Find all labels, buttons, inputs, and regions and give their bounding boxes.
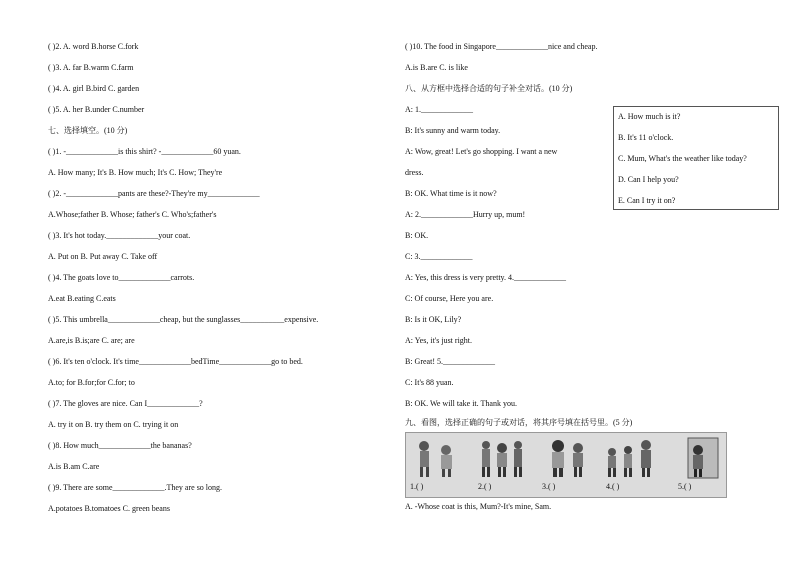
dialogue-line: B: It's sunny and warm today. — [405, 126, 501, 135]
q7-item-9-options: A.potatoes B.tomatoes C. green beans — [48, 504, 170, 513]
q7-item-6-options: A.to; for B.for;for C.for; to — [48, 378, 135, 387]
q7-item-8: ( )8. How much_____________the bananas? — [48, 441, 192, 450]
dialogue-line: A: 1._____________ — [405, 105, 473, 114]
picture-label-2: 2.( ) — [478, 482, 492, 491]
dialogue-line: A: Yes, it's just right. — [405, 336, 473, 345]
q6-item-4: ( )4. A. girl B.bird C. garden — [48, 84, 140, 93]
dialogue-line: A: 2._____________Hurry up, mum! — [405, 210, 526, 219]
picture-panel-5 — [666, 436, 722, 480]
picture-panel-2 — [474, 436, 530, 480]
dialogue-line: C: It's 88 yuan. — [405, 378, 454, 387]
q7-item-1: ( )1. -_____________is this shirt? -_____________60 yuan. — [48, 147, 241, 156]
q7-item-10: ( )10. The food in Singapore_____________nice and cheap. — [405, 42, 598, 51]
picture-panel-1 — [410, 436, 466, 480]
figures-illustration — [410, 436, 466, 480]
q7-item-2: ( )2. -_____________pants are these?-They're my_____________ — [48, 189, 260, 198]
q7-item-5-options: A.are,is B.is;are C. are; are — [48, 336, 135, 345]
section-9-heading: 九、看图，选择正确的句子或对话，将其序号填在括号里。(5 分) — [405, 418, 633, 427]
q6-item-5: ( )5. A. her B.under C.number — [48, 105, 145, 114]
dialogue-line: B: Is it OK, Lily? — [405, 315, 462, 324]
option-box — [613, 106, 779, 210]
option-e: E. Can I try it on? — [618, 196, 676, 205]
q6-item-2: ( )2. A. word B.horse C.fork — [48, 42, 139, 51]
q7-item-3-options: A. Put on B. Put away C. Take off — [48, 252, 158, 261]
dialogue-line: C: Of course, Here you are. — [405, 294, 494, 303]
picture-label-3: 3.( ) — [542, 482, 556, 491]
option-a: A. How much is it? — [618, 112, 681, 121]
q6-item-3: ( )3. A. far B.warm C.farm — [48, 63, 134, 72]
picture-panel-3 — [538, 436, 594, 480]
figures-illustration — [538, 436, 594, 480]
picture-panel-4 — [602, 436, 658, 480]
dialogue-line: A: Wow, great! Let's go shopping. I want a new — [405, 147, 558, 156]
dialogue-line: B: OK. We will take it. Thank you. — [405, 399, 517, 408]
q9-option-a: A. -Whose coat is this, Mum?-It's mine, Sam. — [405, 502, 552, 511]
q7-item-7-options: A. try it on B. try them on C. trying it on — [48, 420, 179, 429]
picture-label-4: 4.( ) — [606, 482, 620, 491]
figures-illustration — [666, 436, 722, 480]
option-c: C. Mum, What's the weather like today? — [618, 154, 747, 163]
q7-item-4: ( )4. The goats love to_____________carrots. — [48, 273, 195, 282]
q7-item-8-options: A.is B.am C.are — [48, 462, 100, 471]
q7-item-9: ( )9. There are some_____________.They are so long. — [48, 483, 223, 492]
section-8-heading: 八、从方框中选择合适的句子补全对话。(10 分) — [405, 84, 573, 93]
dialogue-line: B: OK. What time is it now? — [405, 189, 497, 198]
q7-item-1-options: A. How many; It's B. How much; It's C. How; They're — [48, 168, 223, 177]
dialogue-line: B: Great! 5._____________ — [405, 357, 495, 366]
q7-item-10-options: A.is B.are C. is like — [405, 63, 468, 72]
dialogue-line: A: Yes, this dress is very pretty. 4._____________ — [405, 273, 567, 282]
q7-item-6: ( )6. It's ten o'clock. It's time_____________bedTime_____________go to bed. — [48, 357, 303, 366]
section-7-heading: 七、选择填空。(10 分) — [48, 126, 128, 135]
dialogue-line: dress. — [405, 168, 424, 177]
figures-illustration — [602, 436, 658, 480]
picture-strip — [405, 432, 727, 498]
q7-item-3: ( )3. It's hot today._____________your coat. — [48, 231, 191, 240]
option-d: D. Can I help you? — [618, 175, 679, 184]
picture-label-1: 1.( ) — [410, 482, 424, 491]
q7-item-5: ( )5. This umbrella_____________cheap, but the sunglasses___________expensive. — [48, 315, 319, 324]
q7-item-7: ( )7. The gloves are nice. Can I_____________? — [48, 399, 203, 408]
dialogue-line: B: OK. — [405, 231, 429, 240]
figures-illustration — [474, 436, 530, 480]
option-b: B. It's 11 o'clock. — [618, 133, 674, 142]
dialogue-line: C: 3._____________ — [405, 252, 473, 261]
q7-item-2-options: A.Whose;father B. Whose; father's C. Who's;father's — [48, 210, 217, 219]
q7-item-4-options: A.eat B.eating C.eats — [48, 294, 116, 303]
picture-label-5: 5.( ) — [678, 482, 692, 491]
